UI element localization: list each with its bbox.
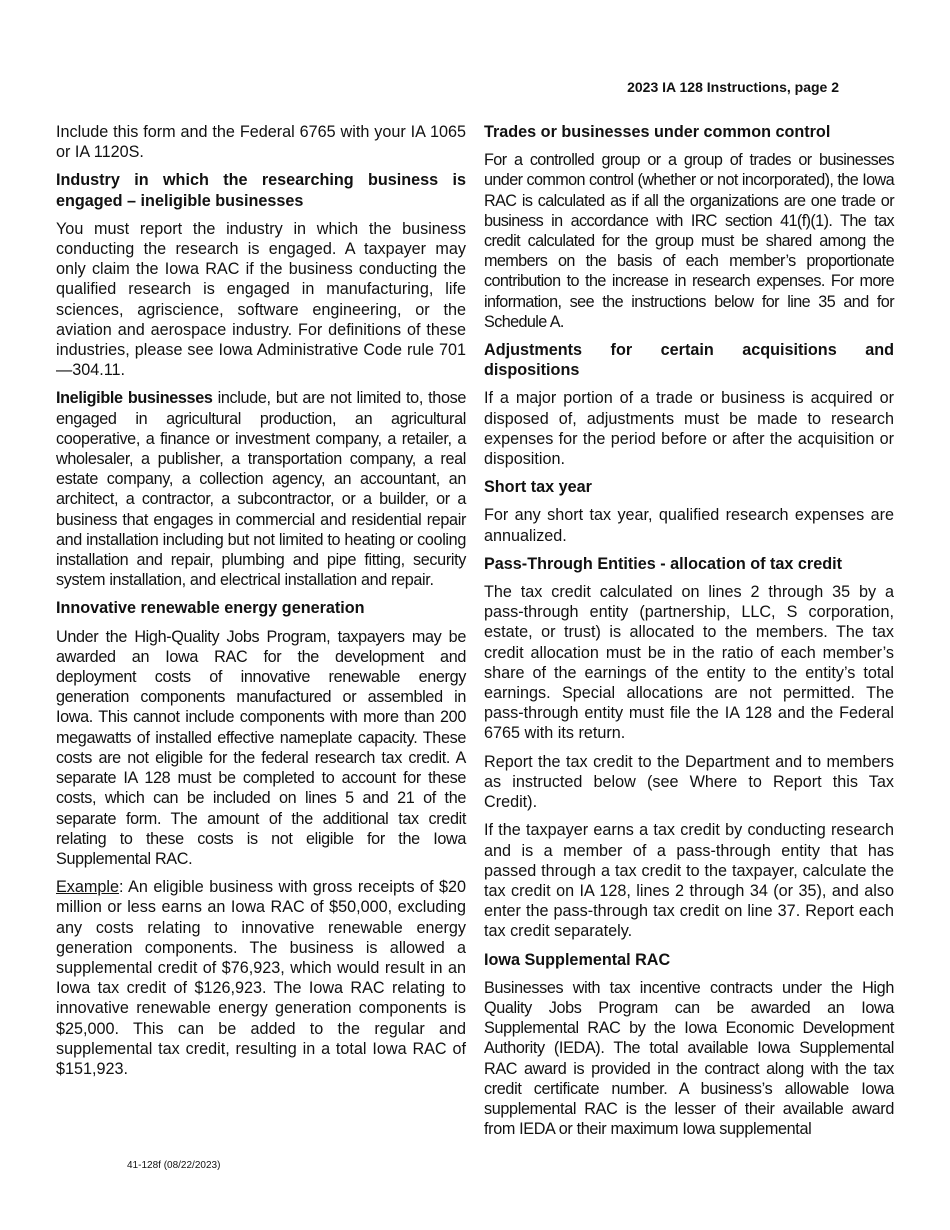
ineligible-paragraph xyxy=(56,388,466,590)
industry-paragraph: You must report the industry in which the business conducting the research is engaged. A taxpayer may only claim the Iowa RAC if the business conducting the qualified research is engaged in manufacturing, life sciences, agriscience, software engineering, or the aviation and aerospace industry. For definitions of these industries, please see Iowa Administrative Code rule 701—304.11. xyxy=(56,219,466,380)
ineligible-text: include, but are not limited to, those engaged in agricultural production, an agricultural cooperative, a finance or investment company, a retailer, a wholesaler, a publisher, a transportation company, a real estate company, a collection agency, an accountant, an architect, a contractor, a subcontractor, or a builder, or a business that engages in commercial and residential repair and installation including but not limited to heating or cooling installation and repair, plumbing and pipe fitting, security system installation, and electrical installation and repair. xyxy=(56,389,466,590)
supplemental-rac-heading: Iowa Supplemental RAC xyxy=(484,950,671,969)
right-column xyxy=(484,122,894,1147)
page-header: 2023 IA 128 Instructions, page 2 xyxy=(627,79,839,95)
adjustments-paragraph: If a major portion of a trade or business is acquired or disposed of, adjustments must be made to research expenses for the period before or after the acquisition or disposition. xyxy=(484,389,894,469)
trades-paragraph: For a controlled group or a group of trades or businesses under common control (whether or not incorporated), the Iowa RAC is calculated as if all the organizations are one trade or business in accordance with IRC section 41(f)(1). The tax credit calculated for the group must be shared among the members on the basis of each member’s proportionate contribution to the increase in research expenses. For more information, see the instructions below for line 35 and for Schedule A. xyxy=(484,151,894,331)
left-column xyxy=(56,122,466,1087)
pass-through-heading: Pass-Through Entities - allocation of tax credit xyxy=(484,554,842,573)
pass-through-paragraph-1: The tax credit calculated on lines 2 through 35 by a pass-through entity (partnership, LLC, S corporation, estate, or trust) is allocated to the members. The tax credit allocation must be in the ratio of each member’s share of the earnings of the entity to the entity’s total earnings. Special allocations are not permitted. The pass-through entity must file the IA 128 and the Federal 6765 with its return. xyxy=(484,583,894,743)
example-paragraph xyxy=(56,877,466,1079)
example-label: Example xyxy=(56,878,119,897)
renewable-heading: Innovative renewable energy generation xyxy=(56,599,365,618)
trades-heading: Trades or businesses under common control xyxy=(484,123,831,141)
ineligible-lead: Ineligible businesses xyxy=(56,389,213,408)
short-tax-year-heading: Short tax year xyxy=(484,478,592,497)
pass-through-paragraph-3: If the taxpayer earns a tax credit by conducting research and is a member of a pass-through entity that has passed through a tax credit to the taxpayer, calculate the tax credit on IA 128, lines 2 through 34 (or 35), and also enter the pass-through tax credit on line 37. Report each tax credit separately. xyxy=(484,821,894,941)
adjustments-heading: Adjustments for certain acquisitions and dispositions xyxy=(484,341,894,380)
renewable-paragraph: Under the High-Quality Jobs Program, taxpayers may be awarded an Iowa RAC for the development and deployment costs of innovative renewable energy generation components manufactured or assembled in Iowa. This cannot include components with more than 200 megawatts of installed effective nameplate capacity. These costs are not eligible for the federal research tax credit. A separate IA 128 must be completed to account for these costs, which can be included on lines 5 and 21 of the separate form. The amount of the additional tax credit relating to these costs is not eligible for the Iowa Supplemental RAC. xyxy=(56,627,466,868)
intro-paragraph: Include this form and the Federal 6765 with your IA 1065 or IA 1120S. xyxy=(56,123,466,162)
form-number-footer: 41-128f (08/22/2023) xyxy=(127,1160,221,1171)
short-tax-year-paragraph: For any short tax year, qualified research expenses are annualized. xyxy=(484,506,894,545)
example-text: : An eligible business with gross receipts of $20 million or less earns an Iowa RAC of $50,000, excluding any costs relating to innovative renewable energy generation components. The business is allowed a supplemental credit of $76,923, which would result in an Iowa tax credit of $126,923. The Iowa RAC relating to innovative renewable energy generation components is $25,000. This can be added to the regular and supplemental tax credit, resulting in a total Iowa RAC of $151,923. xyxy=(56,878,466,1078)
supplemental-rac-paragraph: Businesses with tax incentive contracts under the High Quality Jobs Program can be awarded an Iowa Supplemental RAC by the Iowa Economic Development Authority (IEDA). The total available Iowa Supplemental RAC award is provided in the contract along with the tax credit certificate number. A business’s allowable Iowa supplemental RAC is the lesser of their available award from IEDA or their maximum Iowa supplemental xyxy=(484,978,894,1139)
industry-heading: Industry in which the researching business is engaged – ineligible businesses xyxy=(56,171,466,210)
pass-through-paragraph-2: Report the tax credit to the Department and to members as instructed below (see Where to Report this Tax Credit). xyxy=(484,752,894,812)
